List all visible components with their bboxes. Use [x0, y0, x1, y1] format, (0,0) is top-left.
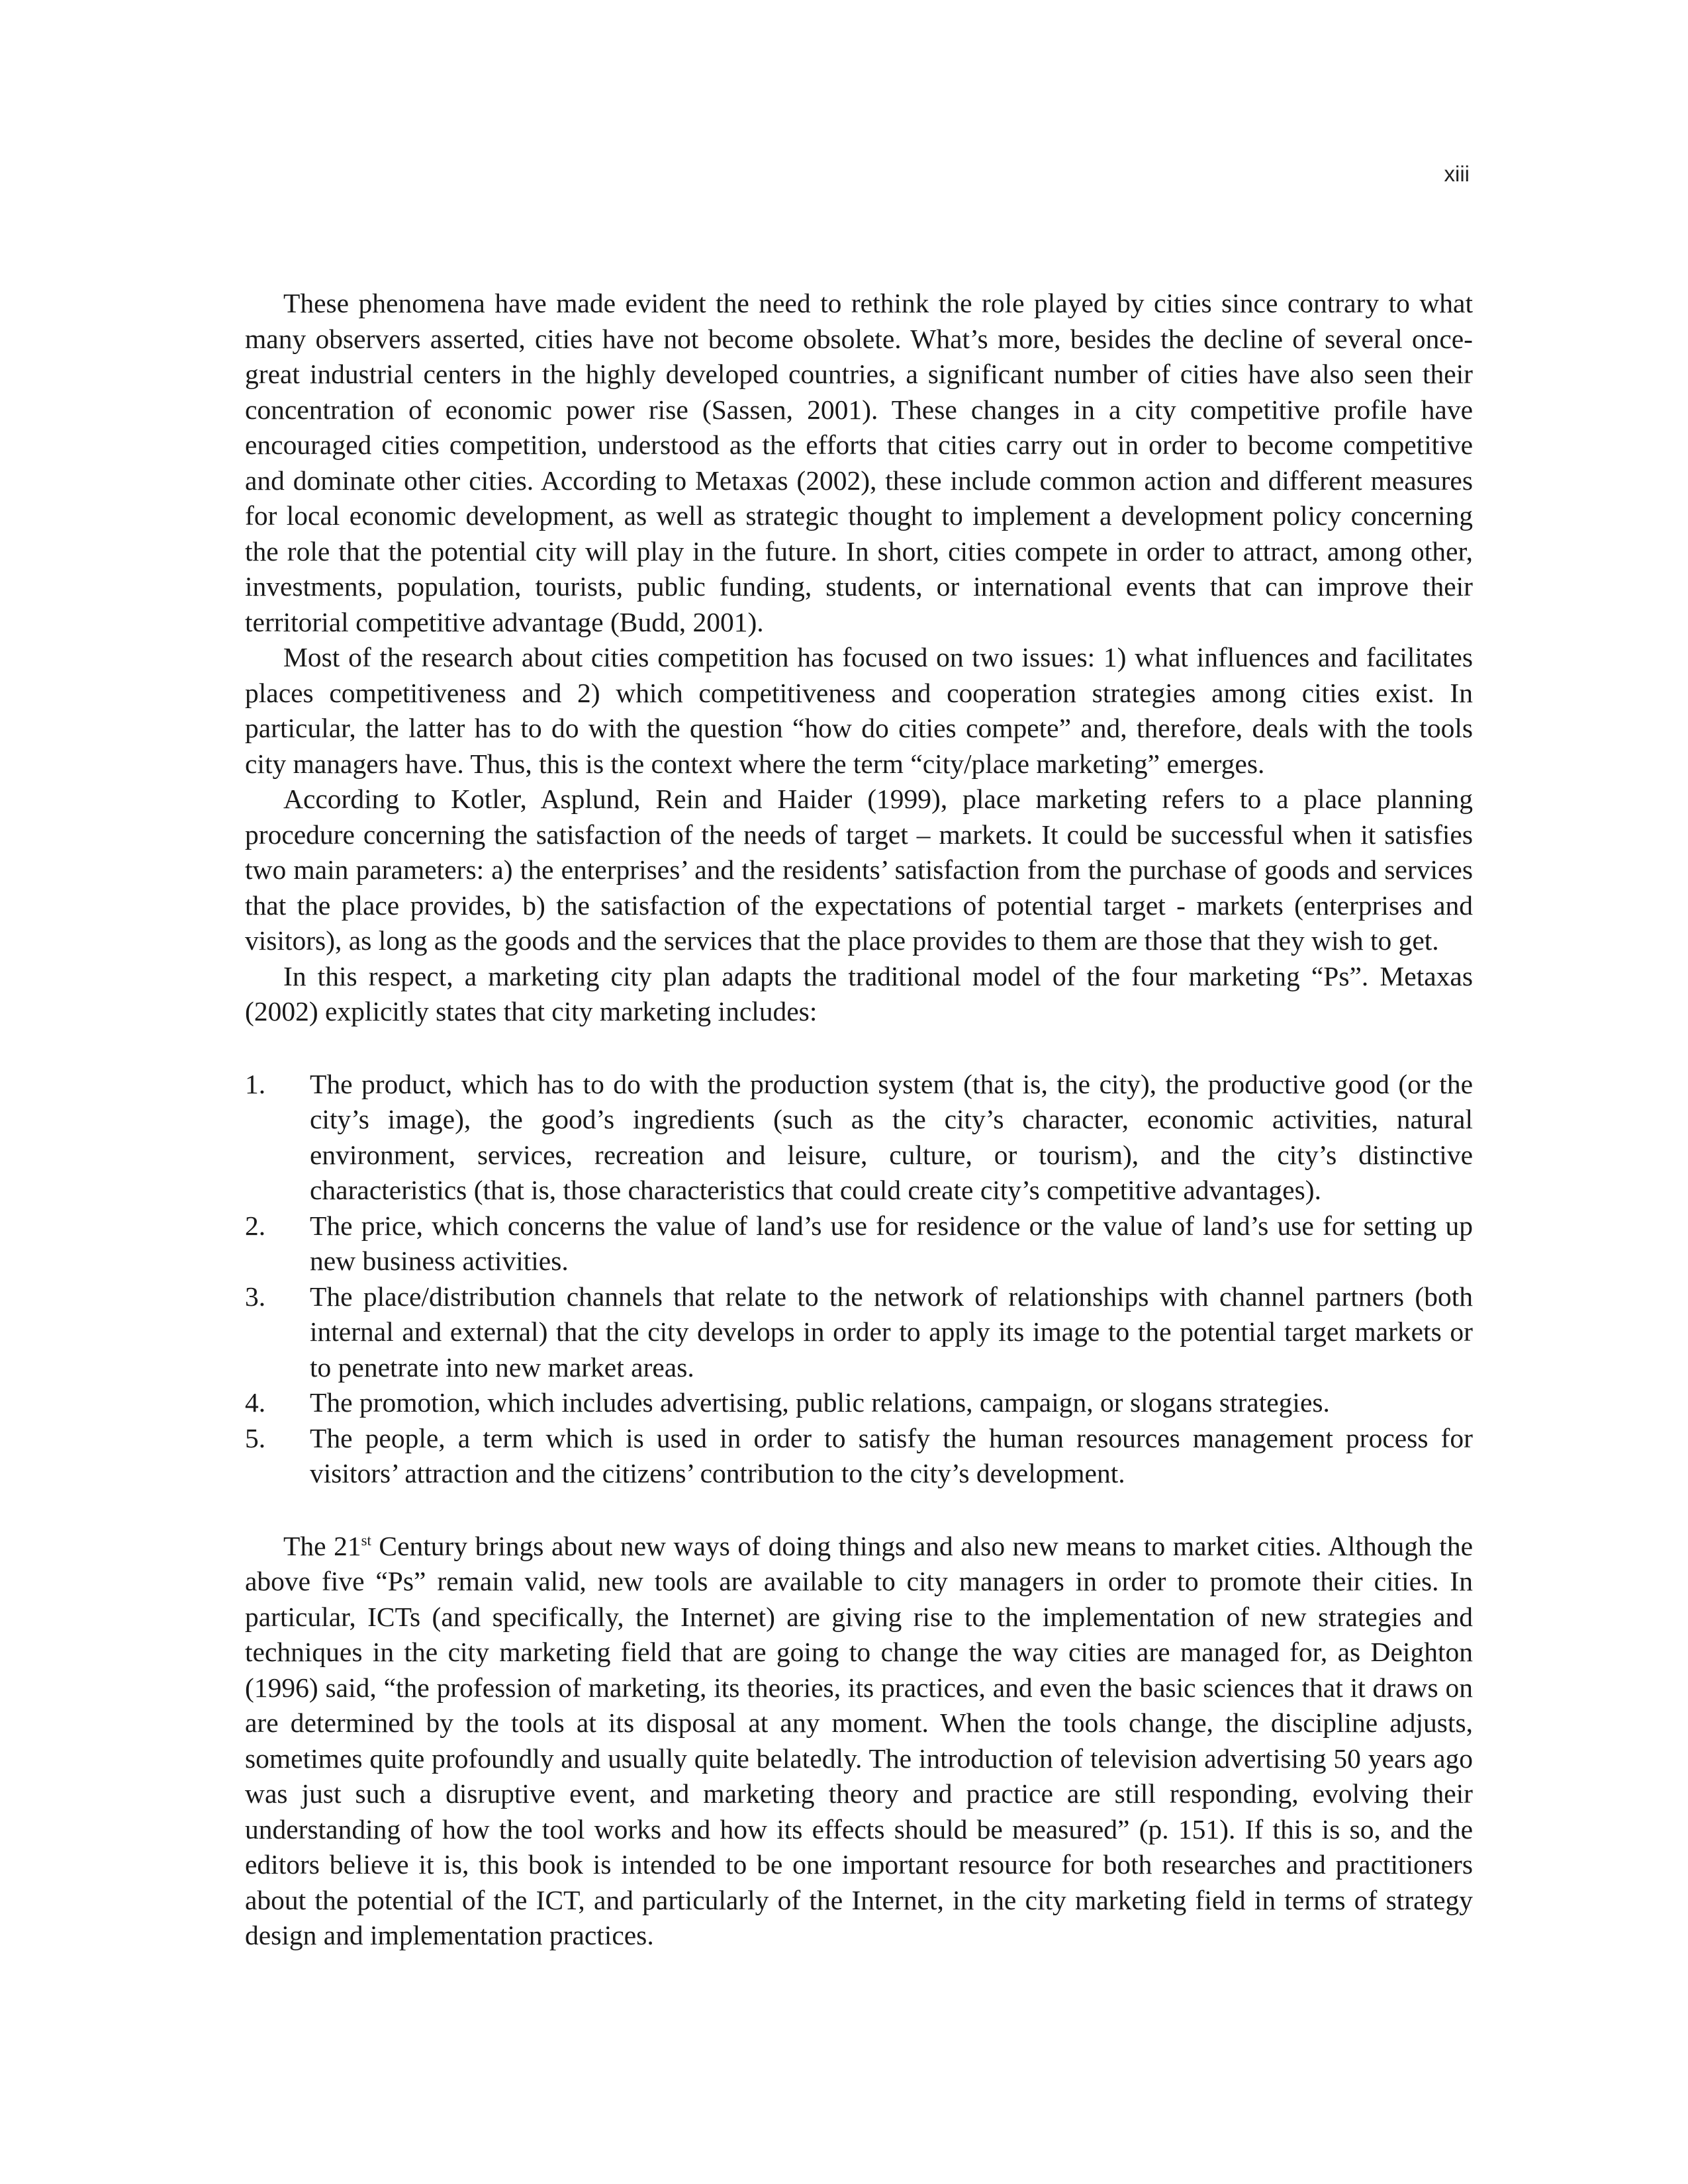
closing-paragraph-start: The 21 [283, 1530, 361, 1561]
list-item-number: 2. [245, 1210, 266, 1241]
paragraph-research-issues: Most of the research about cities competition has focused on two issues: 1) what influences and facilitates places competitiveness and 2) which competitiveness and cooperation strategies among cities exist. In particular, the latter has to do with the question “how do cities compete” and, therefore, deals with the tools city managers have. Thus, this is the context where the term “city/place marketing” emerges. [245, 642, 1473, 779]
list-item-text: The product, which has to do with the production system (that is, the city), the productive good (or the city’s image), the good’s ingredients (such as the city’s character, economic activities, natural environment, services, recreation and leisure, culture, or tourism), and the city’s distinctive characteristics (that is, those characteristics that could create city’s competitive advantages). [310, 1068, 1473, 1205]
body-text [245, 286, 1473, 1954]
paragraph-place-marketing-definition: According to Kotler, Asplund, Rein and Haider (1999), place marketing refers to a place planning procedure concerning the satisfaction of the needs of target – markets. It could be successful when it satisfies two main parameters: a) the enterprises’ and the residents’ satisfaction from the purchase of goods and services that the place provides, b) the satisfaction of the expectations of potential target - markets (enterprises and visitors), as long as the goods and the services that the place provides to them are those that they wish to get. [245, 784, 1473, 956]
list-item [245, 1067, 1473, 1208]
list-item-text: The price, which concerns the value of land’s use for residence or the value of land’s use for setting up new business activities. [310, 1210, 1473, 1276]
list-item-text: The promotion, which includes advertising, public relations, campaign, or slogans strategies. [310, 1387, 1330, 1418]
closing-paragraph-rest: Century brings about new ways of doing things and also new means to market cities. Although the above five “Ps” remain valid, new tools are available to city managers in order to promote their cities. In particular, ICTs (and specifically, the Internet) are giving rise to the implementation of new strategies and techniques in the city marketing field that are going to change the way cities are managed for, as Deighton (1996) said, “the profession of marketing, its theories, its practices, and even the basic sciences that it draws on are determined by the tools at its disposal at any moment. When the tools change, the discipline adjusts, sometimes quite profoundly and usually quite belatedly. The introduction of television advertising 50 years ago was just such a disruptive event, and marketing theory and practice are still responding, evolving their understanding of how the tool works and how its effects should be measured” (p. 151). If this is so, and the editors believe it is, this book is intended to be one important resource for both researches and practitioners about the potential of the ICT, and particularly of the Internet, in the city marketing field in terms of strategy design and implementation practices. [245, 1530, 1473, 1950]
list-item [245, 1385, 1473, 1421]
paragraph-cities-competition: These phenomena have made evident the need to rethink the role played by cities since contrary to what many observers asserted, cities have not become obsolete. What’s more, besides the decline of several once-great industrial centers in the highly developed countries, a significant number of cities have also seen their concentration of economic power rise (Sassen, 2001). These changes in a city competitive profile have encouraged cities competition, understood as the efforts that cities carry out in order to become competitive and dominate other cities. According to Metaxas (2002), these include common action and different measures for local economic development, as well as strategic thought to implement a development policy concerning the role that the potential city will play in the future. In short, cities compete in order to attract, among other, investments, population, tourists, public funding, students, or international events that can improve their territorial competitive advantage (Budd, 2001). [245, 288, 1473, 637]
city-marketing-list [245, 1067, 1473, 1492]
list-item-number: 1. [245, 1068, 266, 1099]
list-item [245, 1208, 1473, 1279]
paragraph-four-ps-intro: In this respect, a marketing city plan adapts the traditional model of the four marketing “Ps”. Metaxas (2002) explicitly states that city marketing includes: [245, 960, 1473, 1026]
list-item-number: 5. [245, 1422, 266, 1453]
list-item-number: 4. [245, 1387, 266, 1418]
page-number: xiii [1444, 161, 1470, 186]
list-item-text: The place/distribution channels that relate to the network of relationships with channel partners (both internal and external) that the city develops in order to apply its image to the potential target markets or to penetrate into new market areas. [310, 1281, 1473, 1383]
list-item-text: The people, a term which is used in order to satisfy the human resources management process for visitors’ attraction and the citizens’ contribution to the city’s development. [310, 1422, 1473, 1488]
paragraph-21st-century [245, 1529, 1473, 1954]
list-item-number: 3. [245, 1281, 266, 1312]
list-item [245, 1421, 1473, 1492]
list-item [245, 1279, 1473, 1386]
ordinal-superscript: st [361, 1531, 371, 1549]
